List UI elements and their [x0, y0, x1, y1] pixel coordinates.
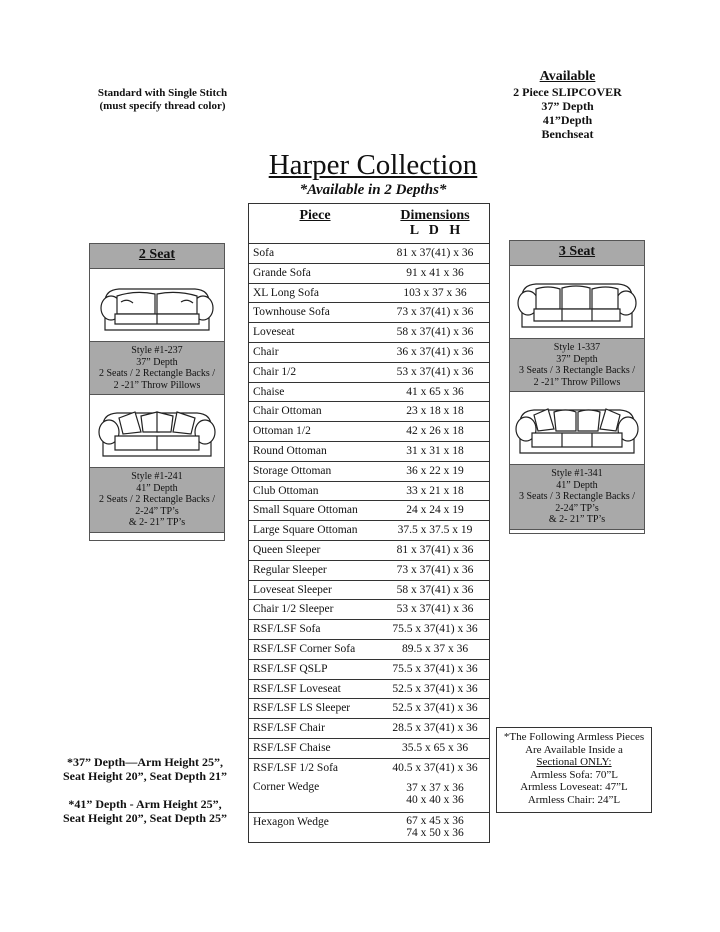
piece-name: RSF/LSF LS Sleeper [253, 702, 351, 715]
piece-name: Chair 1/2 [253, 365, 297, 378]
piece-name: Storage Ottoman [253, 464, 332, 477]
table-row [249, 640, 489, 660]
piece-name: RSF/LSF Loveseat [253, 682, 341, 695]
piece-dimensions: 81 x 37(41) x 36 [396, 543, 474, 556]
table-row [249, 581, 489, 601]
table-row [249, 600, 489, 620]
piece-dimensions: 53 x 37(41) x 36 [396, 365, 474, 378]
style-1-237-caption: Style #1-237 37” Depth 2 Seats / 2 Rectangle Backs / 2 -21” Throw Pillows [90, 341, 224, 395]
piece-dimensions: 89.5 x 37 x 36 [401, 642, 469, 655]
piece-dimensions: 58 x 37(41) x 36 [396, 583, 474, 596]
sofa-illustration-icon [514, 395, 640, 461]
piece-dimensions: 58 x 37(41) x 36 [396, 326, 474, 339]
table-row [249, 521, 489, 541]
sofa-illustration-icon [514, 269, 640, 335]
page-subtitle: *Available in 2 Depths* [299, 182, 447, 198]
piece-name: Loveseat [253, 326, 295, 339]
table-row [249, 620, 489, 640]
dimensions-table [248, 203, 490, 843]
piece-dimensions: 75.5 x 37(41) x 36 [392, 662, 478, 675]
table-row [249, 541, 489, 561]
piece-name: Large Square Ottoman [253, 524, 358, 537]
sofa-3seat-37-image [510, 266, 644, 338]
available-options: Available 2 Piece SLIPCOVER 37” Depth 41”Depth Benchseat [490, 69, 645, 141]
table-row [249, 402, 489, 422]
piece-dimensions: 41 x 65 x 36 [406, 385, 464, 398]
piece-dimensions: 24 x 24 x 19 [406, 504, 464, 517]
table-row [249, 501, 489, 521]
table-row [249, 323, 489, 343]
table-row [249, 660, 489, 680]
sofa-illustration-icon [95, 398, 219, 464]
piece-dimensions: 52.5 x 37(41) x 36 [392, 682, 478, 695]
piece-dimensions: 73 x 37(41) x 36 [396, 306, 474, 319]
piece-name: XL Long Sofa [253, 286, 320, 299]
sofa-illustration-icon [95, 272, 219, 338]
table-row [249, 482, 489, 502]
table-row [249, 363, 489, 383]
piece-dimensions: 52.5 x 37(41) x 36 [392, 702, 478, 715]
piece-name: Grande Sofa [253, 266, 311, 279]
piece-dimensions: 91 x 41 x 36 [406, 266, 464, 279]
style-1-241-caption: Style #1-241 41” Depth 2 Seats / 2 Rectangle Backs / 2-24” TP’s & 2- 21” TP’s [90, 467, 224, 533]
table-row: Corner Wedge 37 x 37 x 36 40 x 40 x 36 [249, 778, 489, 813]
piece-name: Chaise [253, 385, 285, 398]
depth-notes: *37” Depth—Arm Height 25”, Seat Height 20”, Seat Depth 21” *41” Depth - Arm Height 25”, Seat Height 20”, Seat Depth 25” [63, 755, 227, 825]
table-row [249, 680, 489, 700]
piece-dimensions: 28.5 x 37(41) x 36 [392, 722, 478, 735]
table-row [249, 383, 489, 403]
available-heading: Available [539, 69, 596, 84]
piece-dimensions: 35.5 x 65 x 36 [401, 741, 469, 754]
style-1-337-caption: Style 1-337 37” Depth 3 Seats / 3 Rectangle Backs / 2 -21” Throw Pillows [510, 338, 644, 392]
piece-name: RSF/LSF QSLP [253, 662, 328, 675]
table-row [249, 442, 489, 462]
two-seat-heading: 2 Seat [90, 244, 224, 269]
table-body [249, 244, 489, 778]
piece-name: Chair [253, 345, 279, 358]
table-row [249, 759, 489, 778]
piece-dimensions: 40.5 x 37(41) x 36 [392, 761, 478, 774]
table-row [249, 343, 489, 363]
piece-name: Club Ottoman [253, 484, 319, 497]
piece-name: Ottoman 1/2 [253, 425, 311, 438]
style-1-341-caption: Style #1-341 41” Depth 3 Seats / 3 Rectangle Backs / 2-24” TP’s & 2- 21” TP’s [510, 464, 644, 530]
piece-name: Townhouse Sofa [253, 306, 330, 319]
piece-name: Chair Ottoman [253, 405, 322, 418]
piece-dimensions: 53 x 37(41) x 36 [396, 603, 474, 616]
table-row [249, 284, 489, 304]
piece-dimensions: 103 x 37 x 36 [403, 286, 467, 299]
piece-name: Queen Sleeper [253, 543, 321, 556]
piece-dimensions: 23 x 18 x 18 [406, 405, 464, 418]
two-seat-panel [89, 243, 225, 541]
piece-dimensions: 73 x 37(41) x 36 [396, 563, 474, 576]
table-row [249, 719, 489, 739]
piece-name: RSF/LSF Chair [253, 722, 325, 735]
piece-dimensions: 42 x 26 x 18 [406, 425, 464, 438]
piece-name: Regular Sleeper [253, 563, 327, 576]
piece-dimensions: 31 x 31 x 18 [406, 444, 464, 457]
piece-name: RSF/LSF Sofa [253, 623, 321, 636]
table-row [249, 244, 489, 264]
table-row [249, 264, 489, 284]
table-row [249, 561, 489, 581]
piece-dimensions: 75.5 x 37(41) x 36 [392, 623, 478, 636]
table-row [249, 462, 489, 482]
piece-name: Small Square Ottoman [253, 504, 358, 517]
page-title: Harper Collection [268, 149, 478, 181]
piece-name: RSF/LSF 1/2 Sofa [253, 761, 338, 774]
sofa-2seat-37-image [90, 269, 224, 341]
sofa-2seat-41-image [90, 395, 224, 467]
thread-note: Standard with Single Stitch (must specify thread color) [97, 87, 228, 112]
piece-name: Loveseat Sleeper [253, 583, 332, 596]
dimensions-header: Dimensions L D H [400, 208, 470, 238]
table-header [249, 204, 489, 244]
table-row [249, 303, 489, 323]
piece-dimensions: 37.5 x 37.5 x 19 [397, 524, 473, 537]
three-seat-panel [509, 240, 645, 534]
piece-dimensions: 33 x 21 x 18 [406, 484, 464, 497]
piece-name: Sofa [253, 247, 275, 259]
sofa-3seat-41-image [510, 392, 644, 464]
piece-dimensions: 81 x 37(41) x 36 [396, 247, 474, 259]
table-row: Hexagon Wedge 67 x 45 x 36 74 x 50 x 36 [253, 814, 464, 839]
piece-dimensions: 36 x 37(41) x 36 [396, 345, 474, 358]
piece-name: RSF/LSF Corner Sofa [253, 642, 356, 655]
piece-header: Piece [299, 208, 331, 223]
piece-name: Round Ottoman [253, 444, 327, 457]
piece-dimensions: 36 x 22 x 19 [406, 464, 464, 477]
piece-name: Chair 1/2 Sleeper [253, 603, 334, 616]
table-row [249, 699, 489, 719]
three-seat-heading: 3 Seat [510, 241, 644, 266]
table-row [249, 422, 489, 442]
table-row [249, 739, 489, 759]
armless-pieces-box: *The Following Armless Pieces Are Available Inside a Sectional ONLY: Armless Sofa: 70”L Armless Loveseat: 47”L Armless Chair: 24”L [496, 727, 652, 813]
piece-name: RSF/LSF Chaise [253, 741, 331, 754]
